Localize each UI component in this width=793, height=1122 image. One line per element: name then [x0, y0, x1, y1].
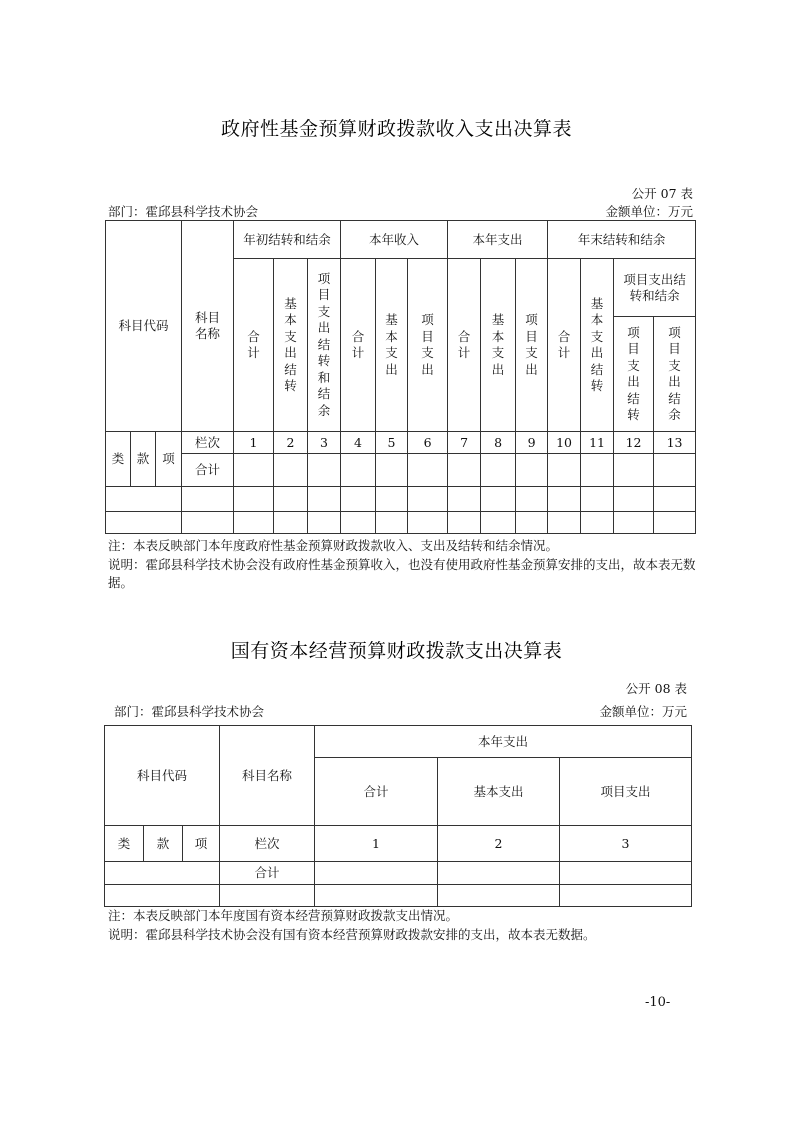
table08-note: 注：本表反映部门本年度国有资本经营预算财政拨款支出情况。: [108, 908, 459, 923]
label-xiang: 项: [156, 432, 182, 487]
label-lei: 类: [106, 432, 131, 487]
column-number: 8: [481, 432, 516, 454]
header-expense: 本年支出: [448, 221, 548, 259]
column-number: 2: [274, 432, 308, 454]
cell: [654, 454, 696, 487]
cell: [315, 885, 438, 907]
table07-unit: 金额单位：万元: [605, 204, 693, 219]
label-column-index: 栏次: [182, 432, 234, 454]
header-total: 合计: [315, 758, 438, 826]
header-closing-project-group: 项目支出结转和结余: [614, 259, 696, 317]
header-closing-total: 合计: [548, 259, 581, 432]
cell: [308, 454, 341, 487]
table08-grid: [104, 725, 692, 907]
table-row: [106, 454, 696, 487]
table07-title: 政府性基金预算财政拨款收入支出决算表: [220, 118, 572, 140]
cell: [581, 487, 614, 512]
page-number: -10-: [645, 995, 671, 1010]
header-expense-total: 合计: [448, 259, 481, 432]
header-income-basic: 基本支出: [376, 259, 408, 432]
table08-code: 公开 08 表: [625, 681, 687, 696]
cell: [315, 862, 438, 885]
header-closing-balance: 年末结转和结余: [548, 221, 696, 259]
header-opening-total: 合计: [234, 259, 274, 432]
column-number: 2: [438, 826, 560, 862]
row-name: 合计: [182, 454, 234, 487]
cell: [438, 885, 560, 907]
column-number: 10: [548, 432, 581, 454]
table08-title: 国有资本经营预算财政拨款支出决算表: [230, 640, 563, 662]
column-number: 5: [376, 432, 408, 454]
table-row: [105, 862, 692, 885]
cell: [581, 454, 614, 487]
table07-code: 公开 07 表: [631, 186, 693, 201]
cell: [408, 454, 448, 487]
header-subject-name: 科目名称: [182, 221, 234, 432]
header-closing-basic-carry: 基本支出结转: [581, 259, 614, 432]
row-code: [105, 862, 220, 885]
header-expense-basic: 基本支出: [481, 259, 516, 432]
table-row: [106, 512, 696, 534]
cell: [560, 885, 692, 907]
cell: [548, 487, 581, 512]
header-subject-code: 科目代码: [106, 221, 182, 432]
cell: [408, 512, 448, 534]
row-name: [220, 885, 315, 907]
cell: [341, 487, 376, 512]
table07-header-row-1: [106, 221, 696, 259]
table07-column-index-row: [106, 432, 696, 454]
cell: [234, 487, 274, 512]
cell: [560, 862, 692, 885]
table08-header-row-1: [105, 726, 692, 758]
cell: [376, 512, 408, 534]
table-row: [105, 885, 692, 907]
cell: [376, 454, 408, 487]
header-income: 本年收入: [341, 221, 448, 259]
row-code: [105, 885, 220, 907]
header-expense-project: 项目支出: [516, 259, 548, 432]
cell: [234, 454, 274, 487]
column-number: 12: [614, 432, 654, 454]
label-kuan: 款: [144, 826, 183, 862]
header-closing-project-carry: 项目支出结转: [614, 317, 654, 432]
table08-column-index-row: [105, 826, 692, 862]
column-number: 4: [341, 432, 376, 454]
row-code: [106, 512, 182, 534]
header-opening-balance: 年初结转和结余: [234, 221, 341, 259]
table07-department: 部门：霍邱县科学技术协会: [108, 204, 259, 219]
header-income-project: 项目支出: [408, 259, 448, 432]
cell: [234, 512, 274, 534]
table07-grid: [105, 220, 696, 534]
cell: [481, 512, 516, 534]
row-name: [182, 512, 234, 534]
cell: [614, 454, 654, 487]
table08-department: 部门：霍邱县科学技术协会: [114, 704, 265, 719]
header-expense: 本年支出: [315, 726, 692, 758]
header-income-total: 合计: [341, 259, 376, 432]
cell: [408, 487, 448, 512]
row-name: [182, 487, 234, 512]
column-number: 6: [408, 432, 448, 454]
table-row: [106, 487, 696, 512]
header-opening-basic-carry: 基本支出结转: [274, 259, 308, 432]
column-number: 11: [581, 432, 614, 454]
cell: [448, 512, 481, 534]
cell: [308, 487, 341, 512]
label-lei: 类: [105, 826, 144, 862]
table08-explanation: 说明：霍邱县科学技术协会没有国有资本经营预算财政拨款安排的支出，故本表无数据。: [108, 927, 596, 942]
cell: [548, 512, 581, 534]
cell: [481, 487, 516, 512]
column-number: 3: [308, 432, 341, 454]
cell: [448, 454, 481, 487]
header-subject-code: 科目代码: [105, 726, 220, 826]
cell: [274, 487, 308, 512]
cell: [341, 512, 376, 534]
cell: [481, 454, 516, 487]
label-column-index: 栏次: [220, 826, 315, 862]
cell: [581, 512, 614, 534]
cell: [308, 512, 341, 534]
cell: [614, 487, 654, 512]
header-subject-name: 科目名称: [220, 726, 315, 826]
label-xiang: 项: [183, 826, 220, 862]
label-kuan: 款: [131, 432, 156, 487]
column-number: 7: [448, 432, 481, 454]
row-name: 合计: [220, 862, 315, 885]
column-number: 9: [516, 432, 548, 454]
column-number: 1: [315, 826, 438, 862]
cell: [438, 862, 560, 885]
cell: [274, 454, 308, 487]
cell: [614, 512, 654, 534]
table07-note: 注：本表反映部门本年度政府性基金预算财政拨款收入、支出及结转和结余情况。: [108, 538, 559, 553]
cell: [516, 454, 548, 487]
table08-unit: 金额单位：万元: [599, 704, 687, 719]
cell: [376, 487, 408, 512]
cell: [274, 512, 308, 534]
cell: [548, 454, 581, 487]
row-code: [106, 487, 182, 512]
column-number: 13: [654, 432, 696, 454]
header-basic-expense: 基本支出: [438, 758, 560, 826]
column-number: 3: [560, 826, 692, 862]
cell: [341, 454, 376, 487]
header-project-expense: 项目支出: [560, 758, 692, 826]
cell: [448, 487, 481, 512]
cell: [516, 487, 548, 512]
cell: [654, 487, 696, 512]
cell: [516, 512, 548, 534]
header-opening-project-carry-balance: 项目支出结转和结余: [308, 259, 341, 432]
column-number: 1: [234, 432, 274, 454]
header-closing-project-balance: 项目支出结余: [654, 317, 696, 432]
table07-explanation: 说明：霍邱县科学技术协会没有政府性基金预算收入，也没有使用政府性基金预算安排的支出，故本表无数据。: [108, 557, 696, 590]
cell: [654, 512, 696, 534]
